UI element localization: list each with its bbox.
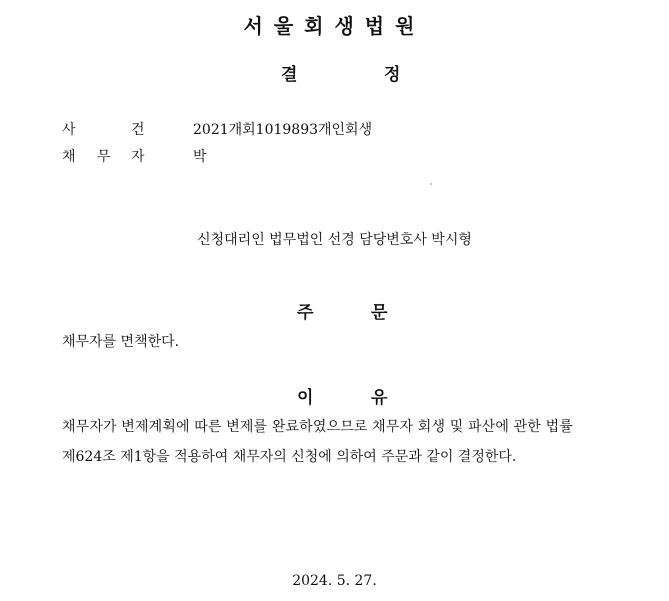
debtor-label-char-1: 채 [62, 149, 76, 165]
reason-heading-right: 유 [371, 388, 388, 408]
order-text: 채무자를 면책한다. [62, 334, 180, 350]
debtor-label-char-3: 자 [131, 149, 145, 165]
court-name: 서울회생법원 [243, 14, 426, 38]
debtor-label-char-2: 무 [97, 149, 111, 165]
case-label-char-2: 건 [131, 122, 145, 138]
scan-speck [430, 183, 432, 185]
debtor-name: 박 [193, 149, 207, 165]
order-heading-right: 문 [371, 303, 388, 323]
doc-type-right: 정 [384, 65, 401, 85]
representative: 신청대리인 법무법인 선경 담당변호사 박시형 [197, 232, 472, 248]
reason-heading-left: 이 [297, 388, 314, 408]
decision-date: 2024. 5. 27. [292, 573, 377, 589]
order-heading-left: 주 [297, 303, 314, 323]
case-number: 2021개회1019893 [193, 122, 319, 138]
case-type: 개인회생 [318, 122, 373, 138]
reason-text-line-2: 제624조 제1항을 적용하여 채무자의 신청에 의하여 주문과 같이 결정한다. [62, 449, 517, 465]
doc-type-left: 결 [281, 65, 298, 85]
case-label-char-1: 사 [62, 122, 76, 138]
reason-text-line-1: 채무자가 변제계획에 따른 변제를 완료하였으므로 채무자 회생 및 파산에 관한 법률 [62, 419, 573, 435]
